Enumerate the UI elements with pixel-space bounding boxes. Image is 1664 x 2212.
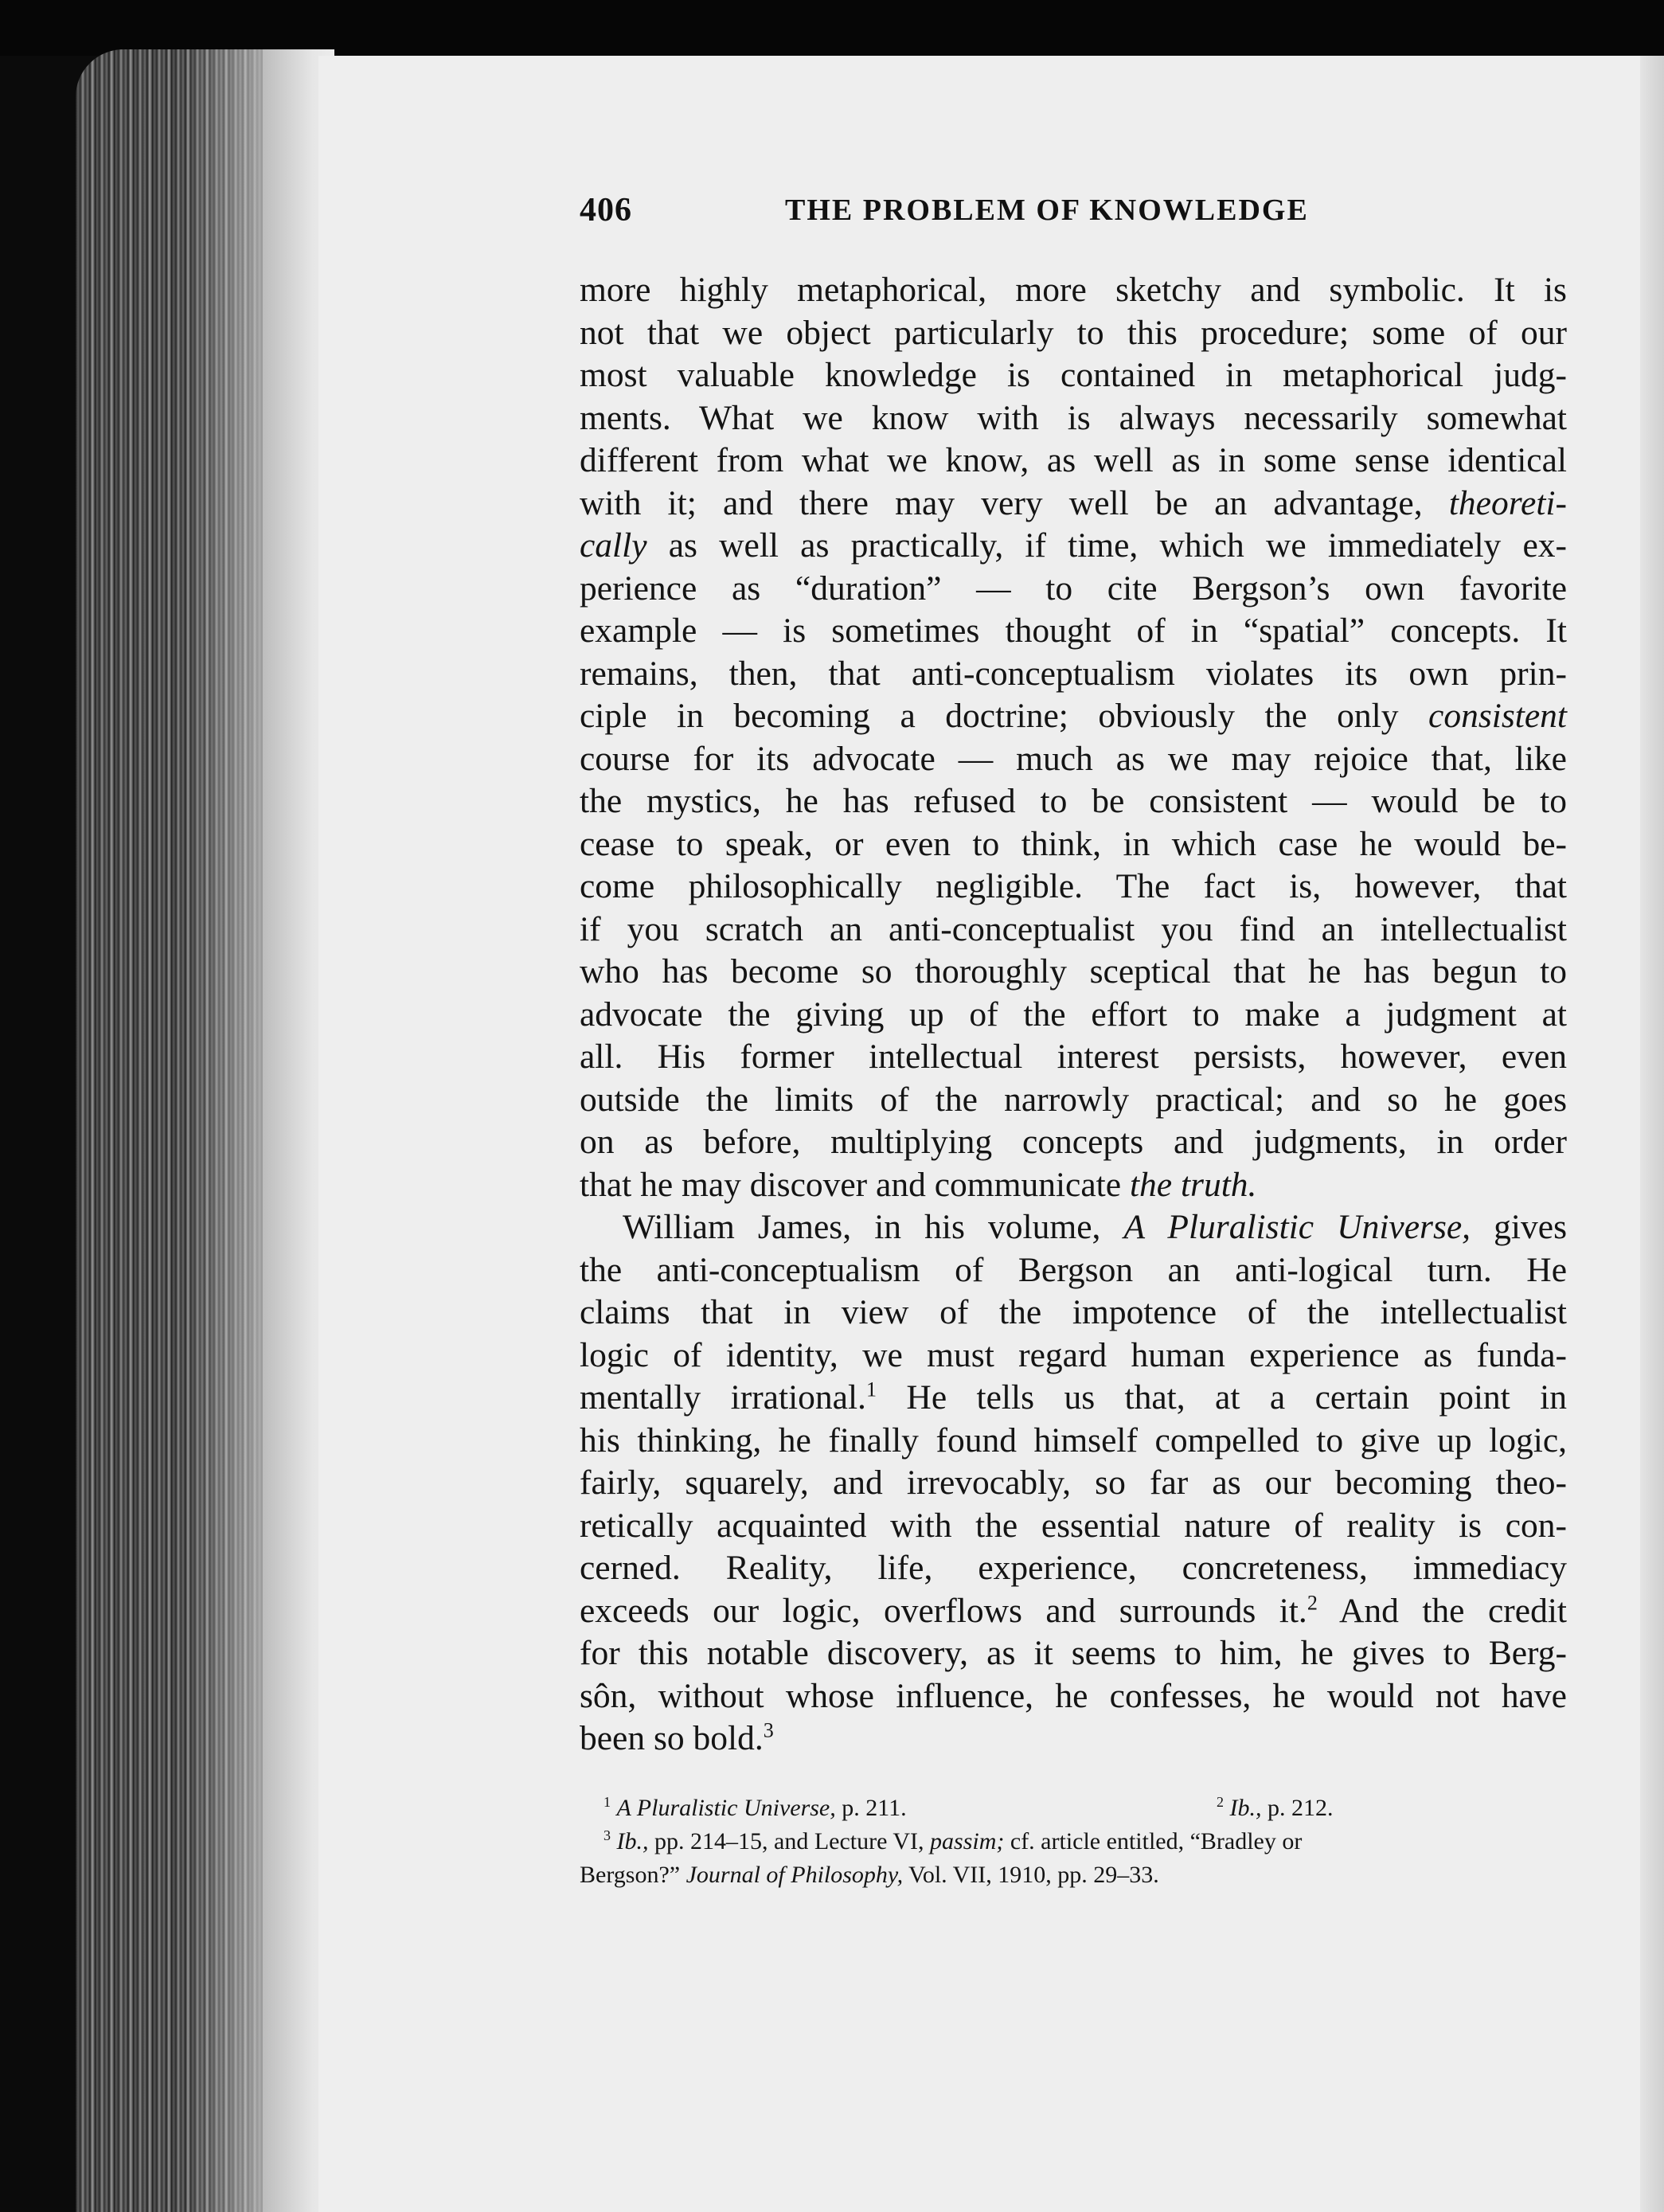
text-line (580, 1079, 1567, 1122)
text-line (580, 1420, 1567, 1463)
text-run: p. 211. (835, 1795, 907, 1821)
italic-text: cally (580, 526, 647, 565)
text-line (580, 780, 1567, 823)
text-run: not that we object particularly to this procedure; some of our (580, 313, 1567, 352)
page-header (580, 191, 1567, 239)
text-run: cf. article entitled, “Bradley or (1004, 1828, 1303, 1854)
text-run: advocate the giving up of the effort to make a judgment at (580, 995, 1567, 1034)
footnote-3 (580, 1825, 1567, 1858)
text-run: cease to speak, or even to think, in which case he would be- (580, 824, 1567, 863)
text-run: the anti-conceptualism of Bergson an anti-logical turn. He (580, 1250, 1567, 1289)
text-line (580, 312, 1567, 355)
text-run: been so bold. (580, 1719, 764, 1757)
text-line (580, 1505, 1567, 1548)
text-line (580, 483, 1567, 526)
text-run: ciple in becoming a doctrine; obviously the only (580, 697, 1429, 735)
text-run: retically acquainted with the essential nature of reality is con- (580, 1506, 1567, 1545)
text-run: the mystics, he has refused to be consistent — would be to (580, 782, 1567, 820)
text-line (580, 1632, 1567, 1675)
text-line (580, 1036, 1567, 1079)
text-run: Vol. VII, 1910, pp. 29–33. (903, 1862, 1159, 1888)
italic-text: passim; (930, 1828, 1005, 1854)
footnote-row-1-2 (580, 1792, 1567, 1825)
page-right-shadow (1640, 56, 1664, 2212)
footnote-3-continued (580, 1858, 1567, 1892)
text-run: that he may discover and communicate (580, 1165, 1130, 1204)
text-run: as well as practically, if time, which we immediately ex- (646, 526, 1567, 565)
text-line (580, 440, 1567, 483)
paragraph-1 (580, 269, 1567, 1206)
text-line (580, 1292, 1567, 1335)
body-text (580, 269, 1567, 1761)
text-run: William James, in his volume, (623, 1208, 1124, 1246)
running-head: THE PROBLEM OF KNOWLEDGE (785, 193, 1309, 227)
text-run (611, 1828, 617, 1854)
text-run: his thinking, he finally found himself compelled to give up logic, (580, 1421, 1567, 1460)
text-line (580, 1675, 1567, 1718)
scan-border (0, 0, 1664, 56)
text-run: most valuable knowledge is contained in metaphorical judg- (580, 356, 1567, 394)
text-run: Bergson?” (580, 1862, 686, 1888)
text-run: with it; and there may very well be an advantage, (580, 483, 1449, 522)
footnote-marker: 1 (865, 1378, 877, 1401)
footnote-marker: 2 (1217, 1794, 1224, 1810)
text-run: sôn, without whose influence, he confesses, he would not have (580, 1676, 1567, 1715)
text-line (580, 1249, 1567, 1292)
italic-text: the truth. (1129, 1165, 1257, 1204)
text-run: p. 212. (1261, 1795, 1334, 1821)
text-run: different from what we know, as well as in some sense identical (580, 441, 1567, 479)
text-run: on as before, multiplying concepts and judgments, in order (580, 1123, 1567, 1161)
text-run: perience as “duration” — to cite Bergson’s own favorite (580, 569, 1567, 608)
text-line (580, 1164, 1567, 1207)
text-run (611, 1795, 617, 1821)
footnote-2 (1217, 1792, 1334, 1825)
text-run: claims that in view of the impotence of the intellectualist (580, 1293, 1567, 1331)
text-run: example — is sometimes thought of in “spatial” concepts. It (580, 612, 1567, 650)
text-line (580, 1462, 1567, 1505)
text-run (1224, 1795, 1230, 1821)
text-run: remains, then, that anti-conceptualism violates its own prin- (580, 654, 1567, 693)
text-line (580, 525, 1567, 568)
italic-text: A Pluralistic Universe, (1123, 1208, 1471, 1246)
text-line (580, 1718, 1567, 1761)
text-line (580, 397, 1567, 440)
page-number: 406 (580, 192, 632, 229)
italic-text: Ib., (616, 1828, 649, 1854)
text-run: gives (1471, 1208, 1567, 1246)
paragraph-2 (580, 1206, 1567, 1761)
text-run: mentally irrational. (580, 1378, 866, 1417)
text-line (580, 1206, 1567, 1249)
text-line (580, 1547, 1567, 1590)
text-run: exceeds our logic, overflows and surrounds it. (580, 1591, 1307, 1630)
text-run: And the credit (1317, 1591, 1567, 1630)
text-run: pp. 214–15, and Lecture VI, (648, 1828, 931, 1854)
text-line (580, 823, 1567, 866)
text-line (580, 1121, 1567, 1164)
italic-text: theoreti- (1448, 483, 1567, 522)
text-line (580, 994, 1567, 1037)
text-run: He tells us that, at a certain point in (876, 1378, 1567, 1417)
text-line (580, 1590, 1567, 1633)
footnotes (580, 1792, 1567, 1892)
footnote-marker: 3 (763, 1718, 774, 1742)
text-line (580, 695, 1567, 738)
text-run: more highly metaphorical, more sketchy and symbolic. It is (580, 271, 1567, 309)
text-line (580, 610, 1567, 653)
text-run: for this notable discovery, as it seems to him, he gives to Berg- (580, 1634, 1567, 1672)
footnote-marker: 1 (603, 1794, 611, 1810)
text-run: fairly, squarely, and irrevocably, so far as our becoming theo- (580, 1464, 1567, 1502)
text-run: all. His former intellectual interest persists, however, even (580, 1038, 1567, 1076)
footnote-marker: 2 (1307, 1591, 1318, 1614)
text-run: cerned. Reality, life, experience, concreteness, immediacy (580, 1549, 1567, 1587)
text-line (580, 951, 1567, 994)
italic-text: A Pluralistic Universe, (616, 1795, 836, 1821)
italic-text: consistent (1428, 697, 1567, 735)
text-run: who has become so thoroughly sceptical that he has begun to (580, 952, 1567, 991)
text-line (580, 653, 1567, 696)
italic-text: Journal of Philosophy, (686, 1862, 904, 1888)
italic-text: Ib., (1229, 1795, 1262, 1821)
text-run: logic of identity, we must regard human experience as funda- (580, 1335, 1567, 1374)
text-line (580, 909, 1567, 952)
text-line (580, 738, 1567, 781)
text-line (580, 866, 1567, 909)
text-run: come philosophically negligible. The fact is, however, that (580, 867, 1567, 905)
text-line (580, 269, 1567, 312)
text-run: if you scratch an anti-conceptualist you find an intellectualist (580, 909, 1567, 948)
text-run: course for its advocate — much as we may rejoice that, like (580, 739, 1567, 778)
footnote-marker: 3 (603, 1827, 611, 1843)
footnote-1 (603, 1792, 907, 1825)
text-run: ments. What we know with is always necessarily somewhat (580, 398, 1567, 437)
text-line (580, 1377, 1567, 1420)
text-line (580, 1335, 1567, 1378)
text-run: outside the limits of the narrowly practical; and so he goes (580, 1080, 1567, 1119)
text-line (580, 568, 1567, 611)
text-line (580, 354, 1567, 397)
